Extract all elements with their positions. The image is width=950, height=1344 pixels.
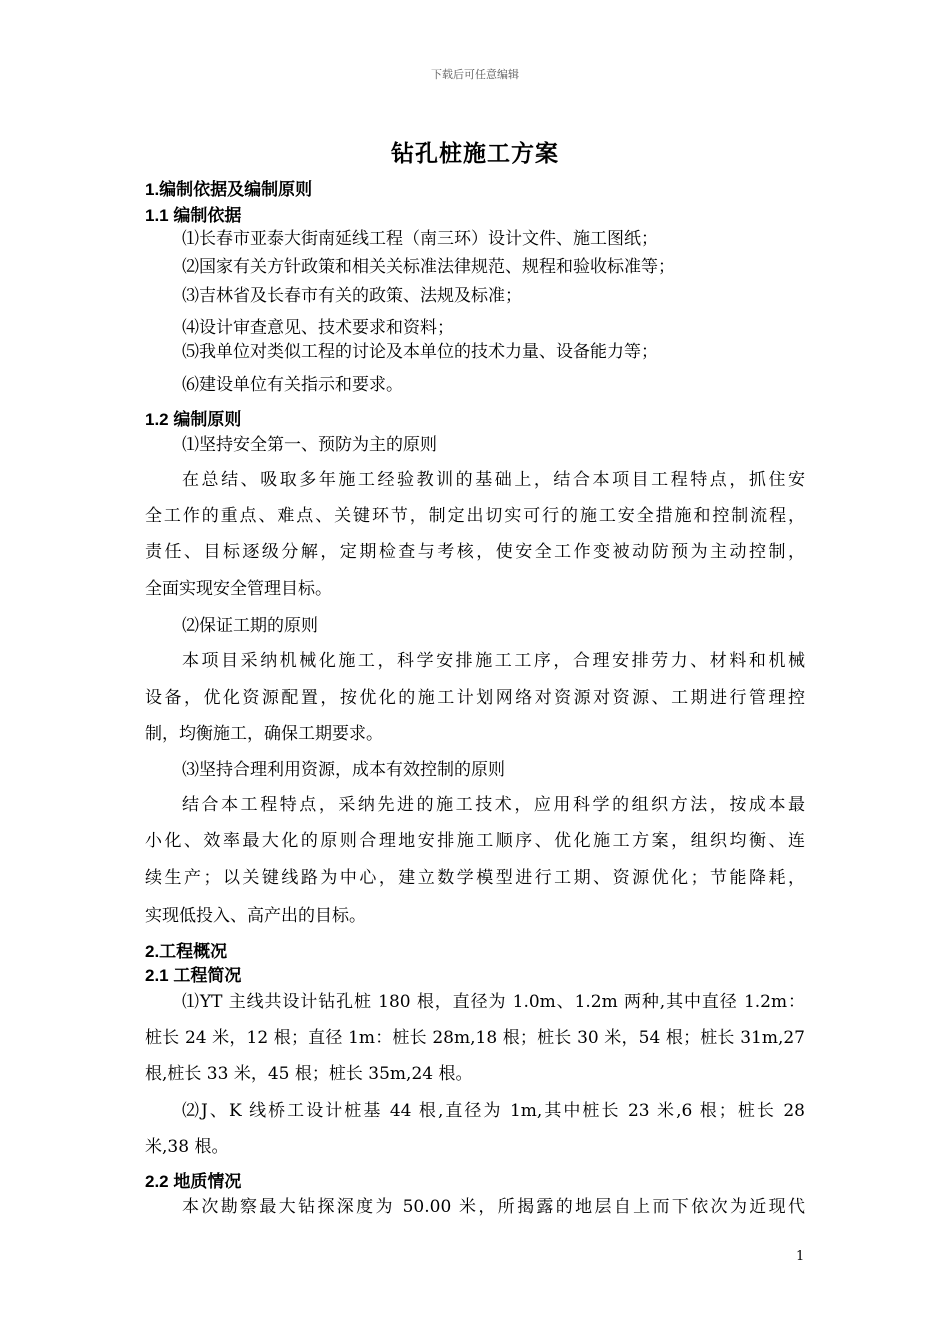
section-heading-2-1: 2.1 工程简况 <box>145 966 242 985</box>
section-heading-1-1: 1.1 编制依据 <box>145 206 242 225</box>
section-heading-1-2: 1.2 编制原则 <box>145 410 242 429</box>
page-number: 1 <box>796 1249 805 1264</box>
basis-item-4: ⑷设计审查意见、技术要求和资料； <box>182 318 454 338</box>
overview-line: ⑴YT 主线共设计钻孔桩 180 根，直径为 1.0m、1.2m 两种,其中直径 1.2m： <box>182 992 805 1012</box>
overview-line: ⑵J、K 线桥工设计桩基 44 根,直径为 1m,其中桩长 23 米,6 根；桩长 28 <box>182 1101 805 1121</box>
principle-1-line: 全面实现安全管理目标。 <box>145 579 332 599</box>
principle-2-title: ⑵保证工期的原则 <box>182 616 318 636</box>
section-heading-2: 2.工程概况 <box>145 942 228 961</box>
overview-line: 根,桩长 33 米，45 根；桩长 35m,24 根。 <box>145 1064 473 1084</box>
page-header: 下载后可任意编辑 <box>431 68 519 81</box>
section-heading-1: 1.编制依据及编制原则 <box>145 180 313 199</box>
principle-1-line: 全工作的重点、难点、关键环节，制定出切实可行的施工安全措施和控制流程， <box>145 506 805 526</box>
overview-line: 桩长 24 米，12 根；直径 1m：桩长 28m,18 根；桩长 30 米，54 根；桩长 31m,27 <box>145 1028 805 1048</box>
principle-3-line: 实现低投入、高产出的目标。 <box>145 906 366 926</box>
document-title: 钻孔桩施工方案 <box>391 140 559 167</box>
basis-item-5: ⑸我单位对类似工程的讨论及本单位的技术力量、设备能力等； <box>182 342 658 362</box>
basis-item-2: ⑵国家有关方针政策和相关关标准法律规范、规程和验收标准等； <box>182 257 675 277</box>
basis-item-1: ⑴长春市亚泰大街南延线工程（南三环）设计文件、施工图纸； <box>182 229 658 249</box>
principle-3-line: 小化、效率最大化的原则合理地安排施工顺序、优化施工方案，组织均衡、连 <box>145 831 805 851</box>
principle-3-line: 续生产；以关键线路为中心，建立数学模型进行工期、资源优化；节能降耗， <box>145 868 805 888</box>
basis-item-3: ⑶吉林省及长春市有关的政策、法规及标准； <box>182 286 522 306</box>
principle-3-line: 结合本工程特点，采纳先进的施工技术，应用科学的组织方法，按成本最 <box>182 795 805 815</box>
principle-1-title: ⑴坚持安全第一、预防为主的原则 <box>182 435 437 455</box>
overview-line: 米,38 根。 <box>145 1137 229 1157</box>
principle-1-line: 责任、目标逐级分解，定期检查与考核，使安全工作变被动防预为主动控制， <box>145 542 805 562</box>
principle-3-title: ⑶坚持合理利用资源，成本有效控制的原则 <box>182 760 505 780</box>
principle-2-line: 设备，优化资源配置，按优化的施工计划网络对资源对资源、工期进行管理控 <box>145 688 805 708</box>
principle-2-line: 制，均衡施工，确保工期要求。 <box>145 724 383 744</box>
principle-2-line: 本项目采纳机械化施工，科学安排施工工序，合理安排劳力、材料和机械 <box>182 651 805 671</box>
basis-item-6: ⑹建设单位有关指示和要求。 <box>182 375 403 395</box>
geology-line: 本次勘察最大钻探深度为 50.00 米，所揭露的地层自上而下依次为近现代 <box>182 1197 805 1217</box>
section-heading-2-2: 2.2 地质情况 <box>145 1172 242 1191</box>
principle-1-line: 在总结、吸取多年施工经验教训的基础上，结合本项目工程特点，抓住安 <box>182 470 805 490</box>
